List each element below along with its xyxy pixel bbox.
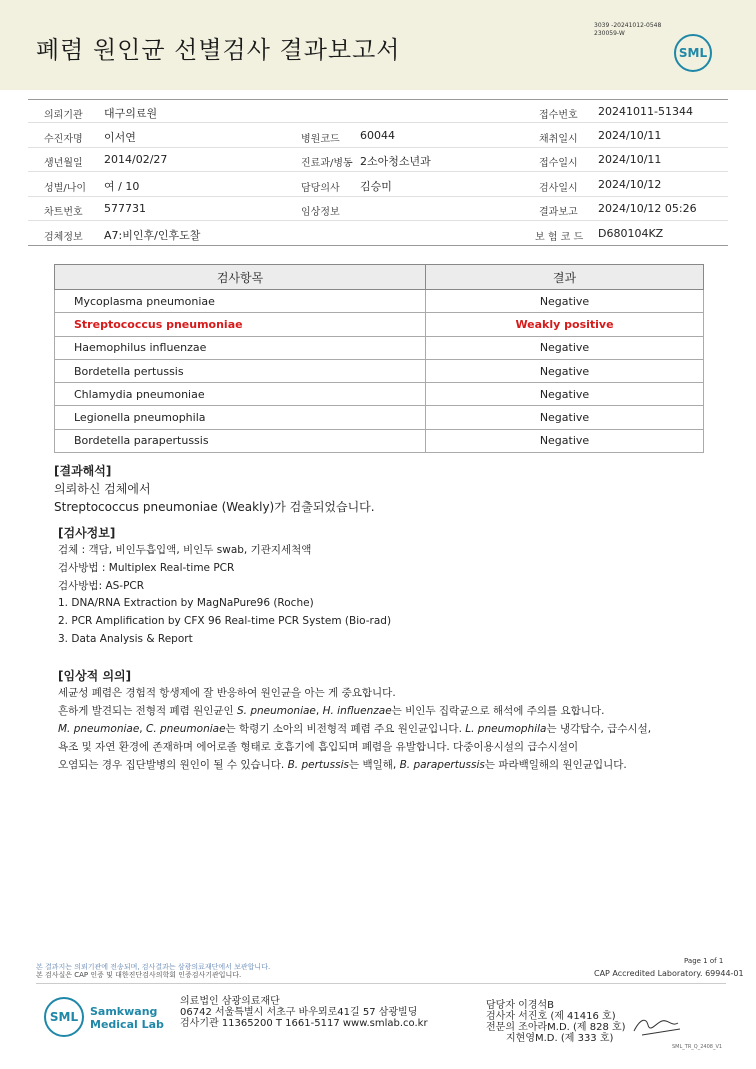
test-date-value: 2024/10/12 bbox=[598, 178, 662, 191]
species-name: S. pneumoniae bbox=[236, 705, 316, 717]
test-result: Weakly positive bbox=[426, 313, 704, 336]
info-divider bbox=[28, 122, 728, 123]
test-result: Negative bbox=[426, 290, 704, 313]
text: 흔하게 발견되는 전형적 폐렴 원인균인 bbox=[58, 705, 237, 717]
results-table bbox=[54, 264, 704, 453]
dob-label: 생년월일 bbox=[44, 158, 83, 169]
info-top-divider bbox=[28, 99, 728, 100]
species-name: B. pertussis bbox=[287, 759, 349, 771]
test-item: Mycoplasma pneumoniae bbox=[55, 290, 426, 313]
address-line3: 검사기관 11365200 T 1661-5117 www.smlab.co.kr bbox=[180, 1018, 428, 1029]
collect-value: 2024/10/11 bbox=[598, 129, 662, 142]
info-divider bbox=[28, 147, 728, 148]
specimen-label: 검체정보 bbox=[44, 232, 83, 243]
species-name: M. pneumoniae bbox=[58, 723, 140, 735]
dob-value: 2014/02/27 bbox=[104, 153, 168, 166]
test-info-line: 검체 : 객담, 비인두흡입액, 비인두 swab, 기관지세척액 bbox=[58, 544, 312, 556]
table-row-positive bbox=[55, 313, 704, 336]
footer-divider bbox=[36, 983, 726, 984]
collect-label: 채취일시 bbox=[539, 134, 578, 145]
name-value: 이서연 bbox=[104, 131, 136, 144]
test-result: Negative bbox=[426, 406, 704, 429]
test-info-title: [검사정보] bbox=[58, 526, 116, 540]
sex-age-label: 성별/나이 bbox=[44, 183, 87, 194]
chart-label: 차트번호 bbox=[44, 207, 83, 218]
receipt-date-value: 2024/10/11 bbox=[598, 153, 662, 166]
form-code: SML_TR_Q_2408_V1 bbox=[672, 1044, 723, 1050]
test-info-line: 1. DNA/RNA Extraction by MagNaPure96 (Roche) bbox=[58, 597, 314, 609]
clinical-info-label: 임상정보 bbox=[301, 207, 340, 218]
test-result: Negative bbox=[426, 336, 704, 359]
specimen-value: A7:비인후/인후도찰 bbox=[104, 229, 201, 242]
report-title: 폐렴 원인균 선별검사 결과보고서 bbox=[36, 36, 401, 64]
cap-accreditation: CAP Accredited Laboratory. 69944-01 bbox=[594, 969, 744, 978]
test-result: Negative bbox=[426, 429, 704, 452]
info-divider bbox=[28, 196, 728, 197]
sml-logo-text: SML bbox=[678, 46, 708, 60]
receipt-no-label: 접수번호 bbox=[539, 110, 578, 121]
clinical-significance-title: [임상적 의의] bbox=[58, 669, 132, 683]
species-name: C. pneumoniae bbox=[145, 723, 226, 735]
institution-value: 대구의료원 bbox=[104, 107, 158, 120]
test-item: Legionella pneumophila bbox=[55, 406, 426, 429]
sml-logo bbox=[674, 34, 712, 72]
brand-line2: Medical Lab bbox=[90, 1018, 164, 1031]
doctor-value: 김승미 bbox=[360, 180, 392, 193]
document-code bbox=[594, 22, 661, 38]
clinical-line5 bbox=[58, 757, 627, 772]
staff-line4: 지현영M.D. (제 333 호) bbox=[506, 1033, 614, 1044]
hospital-code-value: 60044 bbox=[360, 129, 395, 142]
footer-note-gray: 본 검사실은 CAP 인증 및 대한진단검사의학회 인증검사기관입니다. bbox=[36, 971, 242, 979]
sex-age-value: 여 / 10 bbox=[104, 180, 140, 193]
address-line1: 의료법인 삼광의료재단 bbox=[180, 996, 280, 1007]
hospital-code-label: 병원코드 bbox=[301, 134, 340, 145]
receipt-date-label: 접수일시 bbox=[539, 158, 578, 169]
signature-icon bbox=[632, 1013, 684, 1039]
info-divider bbox=[28, 220, 728, 221]
insurance-value: D680104KZ bbox=[598, 227, 664, 240]
samkwang-logo-text: SML bbox=[49, 1010, 79, 1024]
text: 는 냉각탑수, 급수시설, bbox=[546, 723, 652, 735]
clinical-line3 bbox=[58, 721, 651, 736]
table-row bbox=[55, 336, 704, 359]
header-result: 결과 bbox=[426, 265, 704, 290]
test-item: Bordetella parapertussis bbox=[55, 429, 426, 452]
document-code-line1: 3039 -20241012-0548 bbox=[594, 22, 662, 29]
page-number: Page 1 of 1 bbox=[684, 957, 724, 965]
table-row bbox=[55, 406, 704, 429]
table-row bbox=[55, 383, 704, 406]
test-item: Haemophilus influenzae bbox=[55, 336, 426, 359]
test-date-label: 검사일시 bbox=[539, 183, 578, 194]
test-info-line: 2. PCR Amplification by CFX 96 Real-time PCR System (Bio-rad) bbox=[58, 615, 392, 627]
receipt-no-value: 20241011-51344 bbox=[598, 105, 693, 118]
dept-label: 진료과/병동 bbox=[301, 158, 353, 169]
samkwang-logo bbox=[44, 997, 84, 1037]
text: , bbox=[315, 705, 323, 717]
report-label: 결과보고 bbox=[539, 207, 578, 218]
text: 는 비인두 집락균으로 해석에 주의를 요합니다. bbox=[391, 705, 605, 717]
test-result: Negative bbox=[426, 383, 704, 406]
address-line2: 06742 서울특별시 서초구 바우뫼로41길 57 삼광빌딩 bbox=[180, 1007, 418, 1018]
text: 는 백일해, bbox=[348, 759, 400, 771]
text: 는 파라백일해의 원인균입니다. bbox=[484, 759, 627, 771]
chart-value: 577731 bbox=[104, 202, 146, 215]
test-item: Chlamydia pneumoniae bbox=[55, 383, 426, 406]
staff-line2: 검사자 서진호 (제 41416 호) bbox=[486, 1011, 616, 1022]
report-value: 2024/10/12 05:26 bbox=[598, 202, 697, 215]
footer-note-blue: 본 결과지는 의뢰기관에 전송되며, 검사결과는 삼광의료재단에서 보관합니다. bbox=[36, 963, 271, 971]
info-divider bbox=[28, 171, 728, 172]
dept-value: 2소아청소년과 bbox=[360, 155, 431, 168]
clinical-line1: 세균성 폐렴은 경험적 항생제에 잘 반응하여 원인균을 아는 게 중요합니다. bbox=[58, 687, 396, 699]
test-info-line: 검사방법: AS-PCR bbox=[58, 580, 145, 592]
name-label: 수진자명 bbox=[44, 134, 83, 145]
table-row bbox=[55, 429, 704, 452]
table-row bbox=[55, 290, 704, 313]
text: 오염되는 경우 집단발병의 원인이 될 수 있습니다. bbox=[58, 759, 288, 771]
interpretation-title: [결과해석] bbox=[54, 464, 112, 478]
staff-line1: 담당자 이경석B bbox=[486, 1000, 554, 1011]
staff-block bbox=[486, 1000, 626, 1044]
test-item: Bordetella pertussis bbox=[55, 359, 426, 382]
doctor-label: 담당의사 bbox=[301, 183, 340, 194]
samkwang-brand bbox=[90, 1005, 164, 1031]
text: 는 학령기 소아의 비전형적 폐렴 주요 원인균입니다. bbox=[225, 723, 466, 735]
species-name: B. parapertussis bbox=[399, 759, 485, 771]
document-code-line2: 230059-W bbox=[594, 30, 625, 37]
test-info-line: 검사방법 : Multiplex Real-time PCR bbox=[58, 562, 235, 574]
lab-address bbox=[180, 996, 428, 1029]
insurance-label: 보 험 코 드 bbox=[535, 232, 584, 243]
interpretation-line2: Streptococcus pneumoniae (Weakly)가 검출되었습니다. bbox=[54, 500, 375, 514]
test-item: Streptococcus pneumoniae bbox=[55, 313, 426, 336]
species-name: H. influenzae bbox=[322, 705, 392, 717]
results-header-row bbox=[55, 265, 704, 290]
info-bottom-divider bbox=[28, 245, 728, 246]
species-name: L. pneumophila bbox=[465, 723, 547, 735]
clinical-line2 bbox=[58, 703, 604, 718]
table-row bbox=[55, 359, 704, 382]
report-header bbox=[0, 0, 756, 90]
test-info-line: 3. Data Analysis & Report bbox=[58, 633, 193, 645]
header-test-item: 검사항목 bbox=[55, 265, 426, 290]
institution-label: 의뢰기관 bbox=[44, 110, 83, 121]
staff-line3: 전문의 조아라M.D. (제 828 호) bbox=[486, 1022, 626, 1033]
interpretation-line1: 의뢰하신 검체에서 bbox=[54, 482, 151, 496]
brand-line1: Samkwang bbox=[90, 1005, 158, 1018]
test-result: Negative bbox=[426, 359, 704, 382]
text: , bbox=[139, 723, 146, 735]
clinical-line4: 욕조 및 자연 환경에 존재하며 에어로졸 형태로 호흡기에 흡입되며 폐렴을 유발합니다. 다중이용시설의 급수시설이 bbox=[58, 741, 579, 753]
